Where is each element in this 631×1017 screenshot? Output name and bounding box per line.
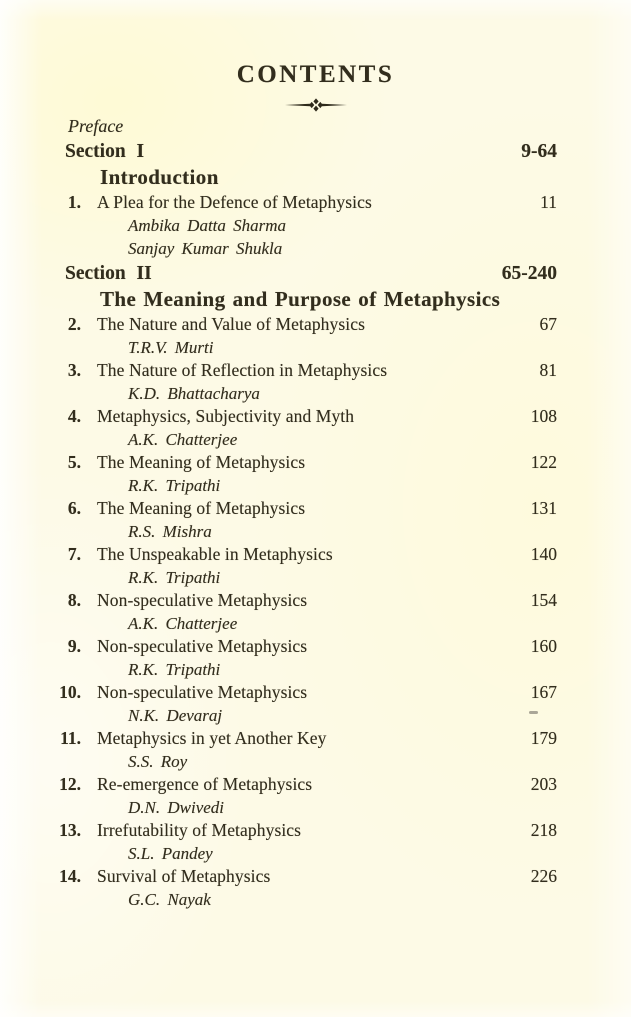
- entry-title: Non-speculative Metaphysics: [97, 682, 308, 702]
- toc-entry: [57, 405, 557, 451]
- entry-author: K.D. Bhattacharya: [128, 384, 260, 403]
- entry-number: 10.: [59, 682, 81, 702]
- entry-authors: [128, 842, 557, 865]
- toc-entry-row: [57, 497, 557, 520]
- toc-entry-row: [57, 359, 557, 382]
- entry-title: Metaphysics, Subjectivity and Myth: [97, 406, 355, 426]
- section-page-range: 9-64: [521, 141, 557, 162]
- entry-number: 11.: [60, 728, 81, 748]
- toc-entry-row: [57, 405, 557, 428]
- entry-number: 7.: [67, 544, 81, 564]
- entry-page-number: 131: [530, 498, 557, 518]
- entry-authors: [128, 704, 557, 727]
- entry-number: 2.: [67, 314, 81, 334]
- table-of-contents: [0, 139, 631, 911]
- entry-authors: [128, 520, 557, 543]
- section-label: Section II: [65, 263, 152, 284]
- entry-title: The Nature and Value of Metaphysics: [97, 314, 366, 334]
- section-heading: [65, 261, 557, 286]
- diamond-ornament-icon: [284, 98, 348, 112]
- toc-entry-row: [57, 313, 557, 336]
- entry-author: R.K. Tripathi: [128, 476, 221, 495]
- entry-title: Irrefutability of Metaphysics: [97, 820, 302, 840]
- entry-number: 6.: [67, 498, 81, 518]
- section-subtitle: The Meaning and Purpose of Metaphysics: [100, 287, 501, 311]
- section-subtitle: Introduction: [100, 165, 219, 189]
- preface-label: Preface: [68, 116, 124, 136]
- entry-page-number: 140: [530, 544, 557, 564]
- entry-title: The Meaning of Metaphysics: [97, 452, 306, 472]
- toc-entry-row: [57, 635, 557, 658]
- toc-entry-row: [57, 681, 557, 704]
- entry-author: A.K. Chatterjee: [128, 430, 238, 449]
- toc-entry-row: [57, 191, 557, 214]
- entry-title: The Unspeakable in Metaphysics: [97, 544, 333, 564]
- entry-title: Re-emergence of Metaphysics: [97, 774, 313, 794]
- entry-authors: [128, 474, 557, 497]
- entry-page-number: 108: [530, 406, 557, 426]
- entry-title: The Meaning of Metaphysics: [97, 498, 306, 518]
- entry-author: R.S. Mishra: [128, 522, 212, 541]
- entry-author: N.K. Devaraj: [128, 706, 223, 725]
- entry-authors: [128, 796, 557, 819]
- toc-entry-row: [57, 727, 557, 750]
- toc-entry-row: [57, 543, 557, 566]
- section-page-range: 65-240: [501, 263, 557, 284]
- entry-title: Non-speculative Metaphysics: [97, 636, 308, 656]
- scan-artifact: [529, 711, 538, 714]
- entry-page-number: 11: [540, 192, 557, 212]
- entry-authors: [128, 612, 557, 635]
- entry-title: A Plea for the Defence of Metaphysics: [97, 192, 372, 212]
- entry-page-number: 226: [530, 866, 557, 886]
- toc-entry: [57, 543, 557, 589]
- entry-page-number: 81: [539, 360, 557, 380]
- toc-entry: [57, 589, 557, 635]
- entry-page-number: 179: [530, 728, 557, 748]
- entry-page-number: 122: [530, 452, 557, 472]
- toc-entry: [57, 451, 557, 497]
- entry-authors: [128, 750, 557, 773]
- toc-entry: [57, 819, 557, 865]
- entry-author: Ambika Datta Sharma: [128, 216, 287, 235]
- entry-title: Survival of Metaphysics: [97, 866, 271, 886]
- entry-author: T.R.V. Murti: [128, 338, 214, 357]
- entry-page-number: 218: [530, 820, 557, 840]
- entry-authors: [128, 214, 557, 260]
- entry-author: S.S. Roy: [128, 752, 188, 771]
- entry-number: 12.: [59, 774, 81, 794]
- section-label: Section I: [65, 141, 145, 162]
- entry-author: S.L. Pandey: [128, 844, 213, 863]
- entry-page-number: 154: [530, 590, 557, 610]
- toc-entry: [57, 635, 557, 681]
- toc-entry: [57, 359, 557, 405]
- entry-page-number: 67: [539, 314, 557, 334]
- entry-authors: [128, 336, 557, 359]
- entry-title: Metaphysics in yet Another Key: [97, 728, 327, 748]
- entry-authors: [128, 566, 557, 589]
- entry-author: R.K. Tripathi: [128, 568, 221, 587]
- entry-number: 8.: [67, 590, 81, 610]
- toc-entry: [57, 497, 557, 543]
- entry-number: 14.: [59, 866, 81, 886]
- toc-entry: [57, 773, 557, 819]
- entry-authors: [128, 428, 557, 451]
- entry-author: A.K. Chatterjee: [128, 614, 238, 633]
- entry-author: D.N. Dwivedi: [128, 798, 225, 817]
- entry-page-number: 203: [530, 774, 557, 794]
- toc-entry: [57, 865, 557, 911]
- entry-number: 4.: [67, 406, 81, 426]
- entry-number: 9.: [67, 636, 81, 656]
- toc-entry-row: [57, 865, 557, 888]
- toc-entry-row: [57, 589, 557, 612]
- toc-entry-row: [57, 819, 557, 842]
- entry-authors: [128, 658, 557, 681]
- entry-author: R.K. Tripathi: [128, 660, 221, 679]
- toc-entry: [57, 727, 557, 773]
- entry-author: Sanjay Kumar Shukla: [128, 239, 283, 258]
- entry-authors: [128, 382, 557, 405]
- section-heading: [65, 139, 557, 164]
- entry-page-number: 167: [530, 682, 557, 702]
- toc-entry: [57, 313, 557, 359]
- entry-author: G.C. Nayak: [128, 890, 211, 909]
- toc-entry: [57, 681, 557, 727]
- toc-entry: [57, 191, 557, 260]
- entry-page-number: 160: [530, 636, 557, 656]
- page-title: CONTENTS: [236, 61, 395, 88]
- entry-title: Non-speculative Metaphysics: [97, 590, 308, 610]
- entry-number: 13.: [59, 820, 81, 840]
- entry-number: 1.: [67, 192, 81, 212]
- toc-entry-row: [57, 451, 557, 474]
- toc-entry-row: [57, 773, 557, 796]
- entry-title: The Nature of Reflection in Metaphysics: [97, 360, 388, 380]
- entry-number: 5.: [67, 452, 81, 472]
- entry-authors: [128, 888, 557, 911]
- entry-number: 3.: [67, 360, 81, 380]
